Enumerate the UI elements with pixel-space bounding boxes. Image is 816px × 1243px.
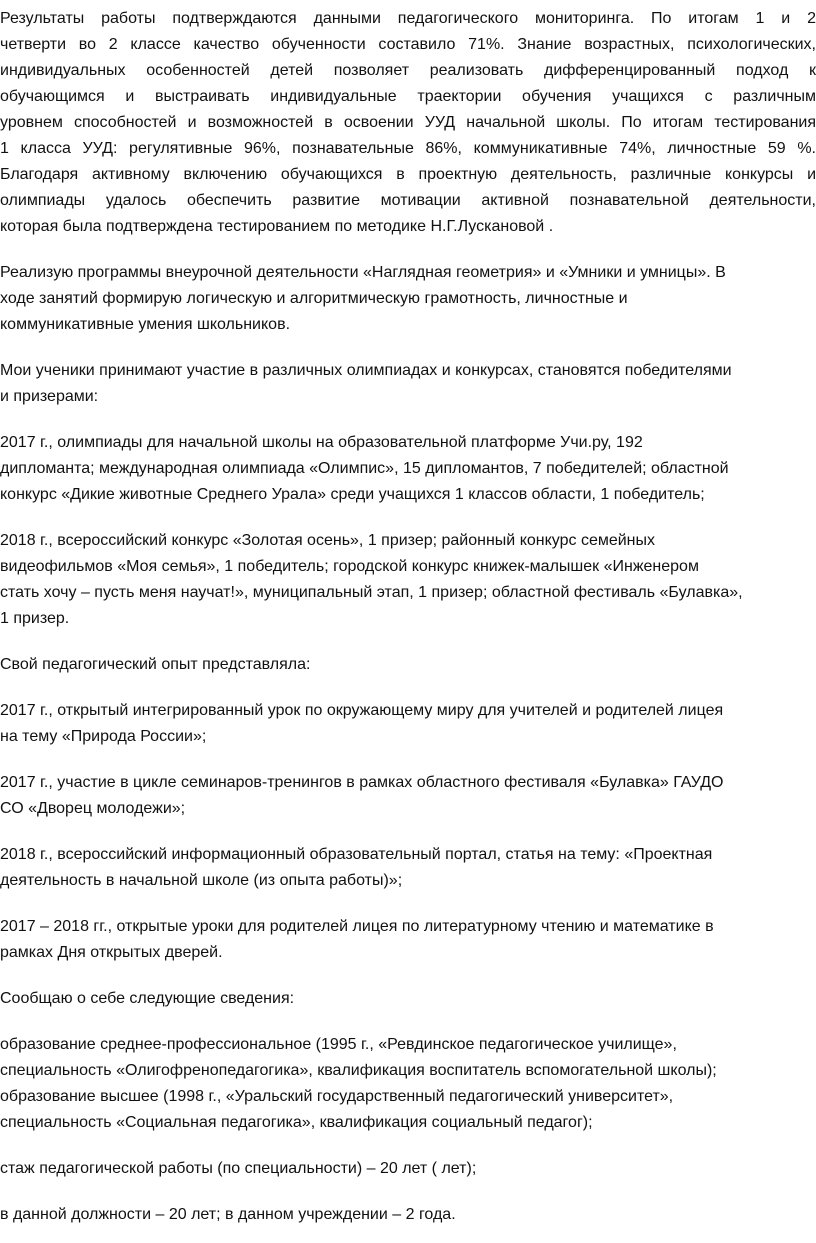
- text-line: стать хочу – пусть меня научат!», муниципальный этап, 1 призер; областной фестиваль «Булавка»,: [0, 584, 743, 601]
- text-line: индивидуальных особенностей детей позволяет реализовать дифференцированный подход к: [0, 62, 816, 79]
- text-line: конкурс «Дикие животные Среднего Урала» среди учащихся 1 классов области, 1 победитель;: [0, 486, 705, 503]
- text-line: Результаты работы подтверждаются данными педагогического мониторинга. По итогам 1 и 2: [0, 10, 816, 27]
- paragraph-education: [0, 1032, 816, 1136]
- text-line: четверти во 2 классе качество обученности составило 71%. Знание возрастных, психологических,: [0, 36, 816, 53]
- paragraph-experience-intro: [0, 652, 816, 678]
- paragraph-programs: [0, 260, 816, 338]
- text-line: на тему «Природа России»;: [0, 728, 207, 745]
- text-line: образование среднее-профессиональное (1995 г., «Ревдинское педагогическое училище»,: [0, 1036, 677, 1053]
- text-line: которая была подтверждена тестированием по методике Н.Г.Лускановой .: [0, 218, 554, 235]
- text-line: Благодаря активному включению обучающихся в проектную деятельность, различные конкурсы и: [0, 166, 816, 183]
- text-line: видеофильмов «Моя семья», 1 победитель; городской конкурс книжек-малышек «Инженером: [0, 558, 699, 575]
- text-line: специальность «Социальная педагогика», квалификация социальный педагог);: [0, 1114, 593, 1131]
- text-line: коммуникативные умения школьников.: [0, 316, 291, 333]
- text-line: обучающимся и выстраивать индивидуальные траектории обучения учащихся с различным: [0, 88, 816, 105]
- text-line: уровнем способностей и возможностей в освоении УУД начальной школы. По итогам тестирования: [0, 114, 816, 131]
- text-line: олимпиады удалось обеспечить развитие мотивации активной познавательной деятельности,: [0, 192, 816, 209]
- text-line: специальность «Олигофренопедагогика», квалификация воспитатель вспомогательной школы);: [0, 1062, 717, 1079]
- text-line: 1 класса УУД: регулятивные 96%, познавательные 86%, коммуникативные 74%, личностные 59 %.: [0, 140, 816, 157]
- text-line: рамках Дня открытых дверей.: [0, 944, 223, 961]
- text-line: и призерами:: [0, 388, 99, 405]
- paragraph-year-2017: [0, 430, 816, 508]
- text-line: ходе занятий формирую логическую и алгоритмическую грамотность, личностные и: [0, 290, 628, 307]
- text-line: 1 призер.: [0, 610, 70, 627]
- paragraph-olympiads-intro: [0, 358, 816, 410]
- text-line: 2018 г., всероссийский информационный образовательный портал, статья на тему: «Проектная: [0, 846, 713, 863]
- text-line: образование высшее (1998 г., «Уральский государственный педагогический университет»,: [0, 1088, 674, 1105]
- paragraph-monitoring: [0, 6, 816, 240]
- paragraph-position-years: [0, 1202, 816, 1228]
- text-line: в данной должности – 20 лет; в данном учреждении – 2 года.: [0, 1206, 456, 1223]
- paragraph-experience-2: [0, 770, 816, 822]
- paragraph-experience-1: [0, 698, 816, 750]
- text-line: Мои ученики принимают участие в различных олимпиадах и конкурсах, становятся победителями: [0, 362, 732, 379]
- paragraph-experience-years: [0, 1156, 816, 1182]
- text-line: 2018 г., всероссийский конкурс «Золотая осень», 1 призер; районный конкурс семейных: [0, 532, 656, 549]
- text-line: 2017 г., участие в цикле семинаров-тренингов в рамках областного фестиваля «Булавка» ГАУДО: [0, 774, 724, 791]
- text-line: деятельность в начальной школе (из опыта работы)»;: [0, 872, 403, 889]
- text-line: 2017 г., открытый интегрированный урок по окружающему миру для учителей и родителей лицея: [0, 702, 724, 719]
- text-line: стаж педагогической работы (по специальности) – 20 лет ( лет);: [0, 1160, 477, 1177]
- text-line: Сообщаю о себе следующие сведения:: [0, 990, 295, 1007]
- paragraph-experience-3: [0, 842, 816, 894]
- paragraph-year-2018: [0, 528, 816, 632]
- text-line: 2017 – 2018 гг., открытые уроки для родителей лицея по литературному чтению и математике в: [0, 918, 714, 935]
- paragraph-about-intro: [0, 986, 816, 1012]
- text-line: СО «Дворец молодежи»;: [0, 800, 186, 817]
- text-line: Реализую программы внеурочной деятельности «Наглядная геометрия» и «Умники и умницы». В: [0, 264, 726, 281]
- text-line: дипломанта; международная олимпиада «Олимпис», 15 дипломантов, 7 победителей; областной: [0, 460, 729, 477]
- text-line: Свой педагогический опыт представляла:: [0, 656, 311, 673]
- text-line: 2017 г., олимпиады для начальной школы на образовательной платформе Учи.ру, 192: [0, 434, 643, 451]
- paragraph-experience-4: [0, 914, 816, 966]
